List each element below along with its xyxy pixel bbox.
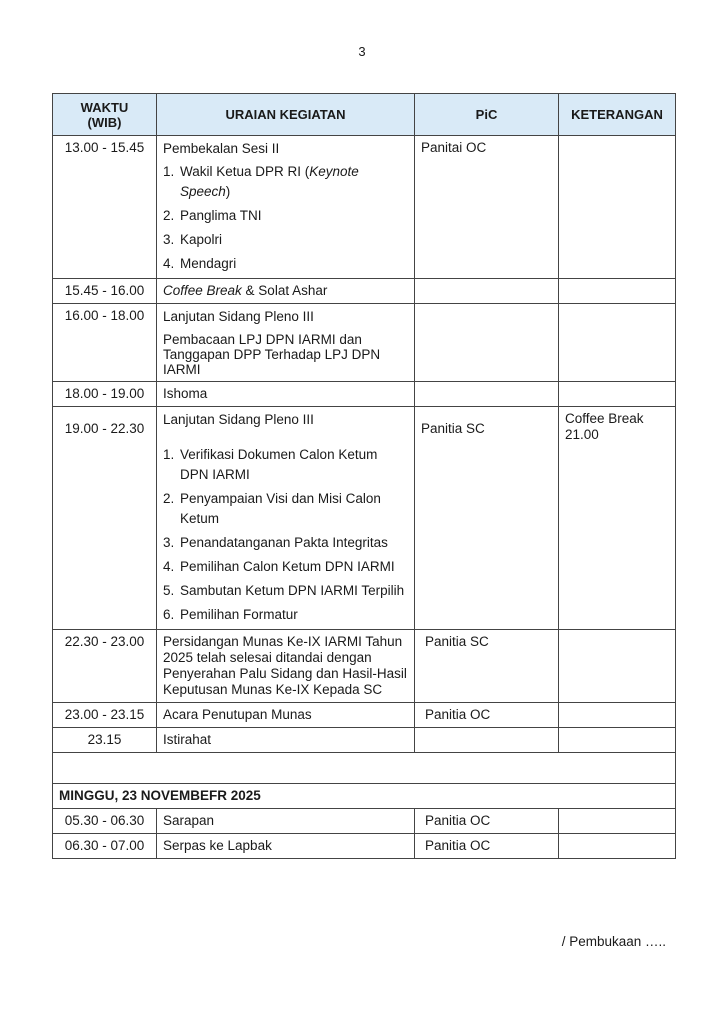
time-cell: 23.15 (53, 728, 157, 753)
header-pic: PiC (415, 94, 559, 136)
header-keterangan: KETERANGAN (559, 94, 676, 136)
list-item (163, 557, 408, 577)
list-number: 6. (163, 607, 175, 622)
list-number: 1. (163, 164, 175, 179)
keterangan-cell: Coffee Break 21.00 (559, 407, 676, 630)
activity-title: & Solat Ashar (241, 283, 328, 298)
pic-cell: Panitia OC (415, 703, 559, 728)
spacer-row (53, 753, 676, 784)
time-cell: 16.00 - 18.00 (53, 304, 157, 382)
activity-title-italic: Coffee Break (163, 283, 242, 298)
list-text: Penandatanganan Pakta Integritas (180, 535, 388, 550)
header-waktu (53, 94, 157, 136)
list-item (163, 162, 408, 202)
keterangan-cell (559, 304, 676, 382)
header-waktu-line2: (WIB) (87, 114, 122, 130)
table-row (53, 279, 676, 304)
activity-cell: Acara Penutupan Munas (157, 703, 415, 728)
list-text: Pemilihan Calon Ketum DPN IARMI (180, 559, 395, 574)
activity-paragraph: Pembacaan LPJ DPN IARMI dan Tanggapan DPP Terhadap LPJ DPN IARMI (163, 332, 381, 377)
activity-cell: Persidangan Munas Ke-IX IARMI Tahun 2025 telah selesai ditandai dengan Penyerahan Palu Sidang dan Hasil-Hasil Keputusan Munas Ke-IX Kepada SC (157, 630, 415, 703)
keterangan-cell (559, 703, 676, 728)
activity-title: Lanjutan Sidang Pleno III (163, 412, 314, 427)
list-text: Kapolri (180, 232, 223, 247)
activity-list (163, 162, 408, 274)
activity-cell (157, 407, 415, 630)
day-heading: MINGGU, 23 NOVEMBEFR 2025 (53, 784, 676, 809)
activity-cell: Ishoma (157, 382, 415, 407)
time-cell: 19.00 - 22.30 (53, 407, 157, 630)
time-cell: 18.00 - 19.00 (53, 382, 157, 407)
time-cell: 13.00 - 15.45 (53, 136, 157, 279)
activity-cell (157, 279, 415, 304)
activity-cell: Sarapan (157, 809, 415, 834)
keterangan-cell (559, 809, 676, 834)
activity-cell (157, 136, 415, 279)
list-text: ) (225, 184, 231, 199)
list-number: 1. (163, 447, 175, 462)
schedule-table (52, 93, 676, 859)
list-text: Penyampaian Visi dan Misi Calon Ketum (180, 491, 381, 526)
spacer-cell (53, 753, 676, 784)
pic-cell (415, 279, 559, 304)
continuation-note: / Pembukaan ….. (561, 934, 666, 949)
activity-cell: Istirahat (157, 728, 415, 753)
time-cell: 06.30 - 07.00 (53, 834, 157, 859)
table-row (53, 382, 676, 407)
keterangan-cell (559, 382, 676, 407)
table-row (53, 728, 676, 753)
list-text: Panglima TNI (180, 208, 262, 223)
pic-cell: Panitia SC (415, 407, 559, 630)
list-text: Verifikasi Dokumen Calon Ketum DPN IARMI (180, 447, 378, 482)
table-row (53, 630, 676, 703)
page-number: 3 (358, 44, 366, 59)
list-text: Pemilihan Formatur (180, 607, 298, 622)
time-cell: 22.30 - 23.00 (53, 630, 157, 703)
list-text-italic: Keynote Speech (180, 164, 359, 199)
list-item (163, 254, 408, 274)
list-number: 4. (163, 256, 175, 271)
table-row (53, 703, 676, 728)
header-uraian: URAIAN KEGIATAN (157, 94, 415, 136)
activity-cell: Serpas ke Lapbak (157, 834, 415, 859)
activity-cell (157, 304, 415, 382)
time-cell: 15.45 - 16.00 (53, 279, 157, 304)
table-row (53, 809, 676, 834)
keterangan-cell (559, 728, 676, 753)
list-item (163, 581, 408, 601)
list-item (163, 230, 408, 250)
activity-title: Lanjutan Sidang Pleno III (163, 309, 314, 324)
table-row (53, 834, 676, 859)
list-number: 5. (163, 583, 175, 598)
day-heading-row (53, 784, 676, 809)
list-number: 3. (163, 232, 175, 247)
pic-cell: Panitai OC (415, 136, 559, 279)
pic-cell (415, 728, 559, 753)
table-row (53, 304, 676, 382)
time-cell: 23.00 - 23.15 (53, 703, 157, 728)
list-number: 4. (163, 559, 175, 574)
list-item (163, 533, 408, 553)
pic-cell: Panitia OC (415, 809, 559, 834)
keterangan-cell (559, 834, 676, 859)
list-number: 2. (163, 208, 175, 223)
activity-list (163, 445, 408, 625)
time-cell: 05.30 - 06.30 (53, 809, 157, 834)
list-item (163, 206, 408, 226)
list-number: 3. (163, 535, 175, 550)
table-row (53, 407, 676, 630)
header-waktu-line1: WAKTU (80, 99, 129, 115)
keterangan-cell (559, 630, 676, 703)
header-row (53, 94, 676, 136)
list-item (163, 445, 408, 485)
table-row (53, 136, 676, 279)
pic-cell: Panitia SC (415, 630, 559, 703)
list-item (163, 489, 408, 529)
list-item (163, 605, 408, 625)
pic-cell: Panitia OC (415, 834, 559, 859)
keterangan-cell (559, 279, 676, 304)
pic-cell (415, 304, 559, 382)
list-text: Sambutan Ketum DPN IARMI Terpilih (180, 583, 405, 598)
list-text: Wakil Ketua DPR RI ( (180, 164, 310, 179)
list-text: Mendagri (180, 256, 237, 271)
keterangan-cell (559, 136, 676, 279)
activity-title: Pembekalan Sesi II (163, 141, 280, 156)
pic-cell (415, 382, 559, 407)
list-number: 2. (163, 491, 175, 506)
